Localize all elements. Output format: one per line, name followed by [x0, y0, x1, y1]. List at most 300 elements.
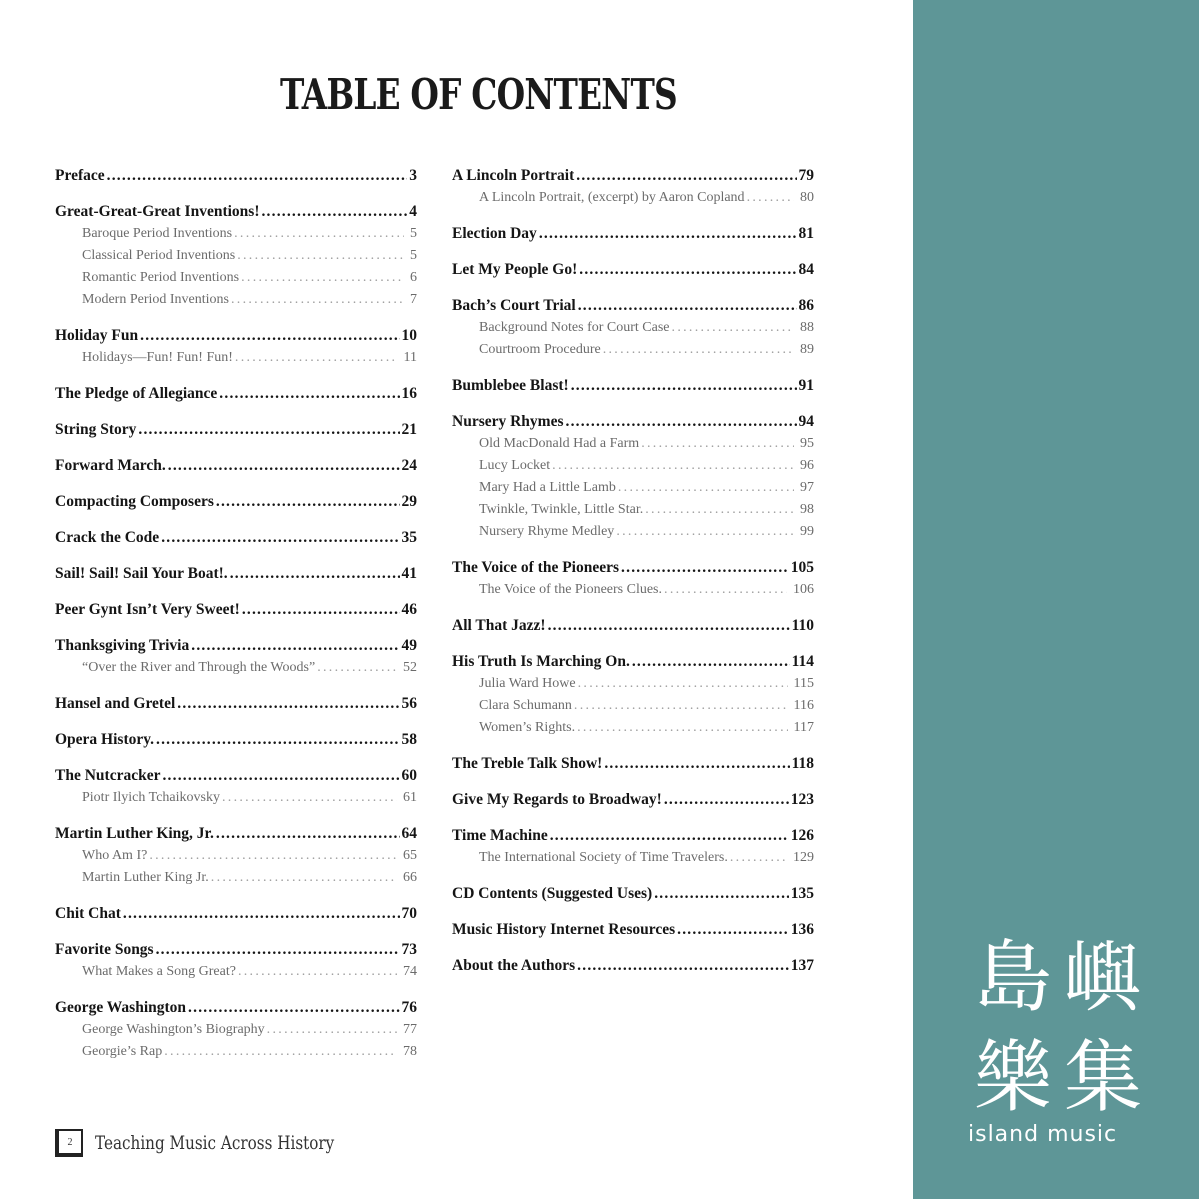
logo-char: 樂	[973, 1033, 1052, 1123]
toc-chapter-row[interactable]	[452, 919, 814, 941]
logo-characters	[968, 928, 1148, 1128]
subsection-title: Women’s Rights.	[479, 720, 576, 735]
chapter-title: The Voice of the Pioneers	[452, 559, 620, 576]
spacer	[55, 925, 417, 939]
dot-leader	[241, 267, 404, 289]
toc-subsection-row[interactable]	[452, 317, 814, 339]
toc-entry	[452, 397, 814, 543]
chapter-page-number: 136	[790, 921, 814, 938]
toc-subsection-row[interactable]	[452, 695, 814, 717]
toc-entry	[452, 209, 814, 245]
toc-entry	[452, 165, 814, 209]
dot-leader	[641, 433, 794, 455]
toc-entry	[452, 941, 814, 977]
subsection-page-number: 98	[800, 502, 814, 517]
spacer	[452, 637, 814, 651]
subsection-title: Baroque Period Inventions	[82, 226, 233, 241]
toc-chapter-row[interactable]	[452, 789, 814, 811]
logo-char: 嶼	[1063, 933, 1142, 1023]
toc-entry	[55, 187, 417, 311]
toc-chapter-row[interactable]	[452, 223, 814, 245]
chapter-page-number: 60	[401, 767, 417, 784]
page-title: TABLE OF CONTENTS	[280, 70, 677, 119]
toc-entry	[55, 513, 417, 549]
toc-subsection-row[interactable]	[452, 521, 814, 543]
dot-leader	[156, 939, 400, 961]
island-music-logo	[968, 928, 1148, 1147]
toc-chapter-row[interactable]	[452, 825, 814, 847]
toc-subsection-row[interactable]	[55, 245, 417, 267]
toc-subsection-row[interactable]	[452, 717, 814, 739]
dot-leader	[222, 787, 397, 809]
chapter-title: Nursery Rhymes	[452, 413, 564, 430]
toc-subsection-row[interactable]	[452, 455, 814, 477]
chapter-page-number: 94	[798, 413, 814, 430]
toc-chapter-row[interactable]	[55, 903, 417, 925]
toc-entry	[452, 281, 814, 361]
dot-leader	[577, 717, 787, 739]
spacer	[55, 549, 417, 563]
chapter-title: Crack the Code	[55, 529, 160, 546]
subsection-title: Modern Period Inventions	[82, 292, 229, 307]
toc-chapter-row[interactable]	[55, 419, 417, 441]
toc-entry	[452, 811, 814, 869]
spacer	[452, 361, 814, 375]
logo-char: 島	[973, 933, 1052, 1023]
toc-chapter-row[interactable]	[452, 165, 814, 187]
toc-entry	[55, 679, 417, 715]
toc-entry	[452, 637, 814, 739]
book-title: Teaching Music Across History	[95, 1132, 335, 1154]
chapter-title: Sail! Sail! Sail Your Boat!.	[55, 565, 228, 582]
toc-subsection-row[interactable]	[452, 477, 814, 499]
toc-entry	[55, 477, 417, 513]
spacer	[55, 405, 417, 419]
toc-chapter-row[interactable]	[452, 375, 814, 397]
dot-leader	[191, 635, 399, 657]
dot-leader	[216, 823, 400, 845]
dot-leader	[574, 695, 788, 717]
subsection-page-number: 6	[410, 270, 417, 285]
dot-leader	[730, 847, 787, 869]
dot-leader	[238, 961, 397, 983]
toc-chapter-row[interactable]	[452, 651, 814, 673]
subsection-page-number: 89	[800, 342, 814, 357]
toc-subsection-row[interactable]	[55, 223, 417, 245]
spacer	[452, 775, 814, 789]
dot-leader	[616, 521, 794, 543]
dot-leader	[579, 259, 796, 281]
dot-leader	[604, 753, 789, 775]
chapter-page-number: 4	[409, 203, 417, 220]
chapter-page-number: 137	[790, 957, 814, 974]
dot-leader	[747, 187, 794, 209]
spacer	[55, 369, 417, 383]
dot-leader	[140, 325, 399, 347]
subsection-title: The Voice of the Pioneers Clues.	[479, 582, 663, 597]
chapter-title: Let My People Go!	[452, 261, 578, 278]
chapter-title: Time Machine	[452, 827, 548, 844]
chapter-title: Holiday Fun	[55, 327, 139, 344]
dot-leader	[234, 223, 404, 245]
chapter-page-number: 91	[798, 377, 814, 394]
dot-leader	[161, 527, 399, 549]
spacer	[55, 513, 417, 527]
chapter-title: Hansel and Gretel	[55, 695, 176, 712]
subsection-page-number: 5	[410, 226, 417, 241]
toc-chapter-row[interactable]	[452, 259, 814, 281]
chapter-title: Preface	[55, 167, 105, 184]
spacer	[55, 441, 417, 455]
toc-chapter-row[interactable]	[55, 491, 417, 513]
toc-subsection-row[interactable]	[452, 499, 814, 521]
subsection-title: Who Am I?	[82, 848, 148, 863]
toc-entry	[55, 585, 417, 621]
toc-chapter-row[interactable]	[55, 527, 417, 549]
subsection-page-number: 77	[403, 1022, 417, 1037]
spacer	[452, 281, 814, 295]
chapter-title: Election Day	[452, 225, 537, 242]
subsection-page-number: 80	[800, 190, 814, 205]
toc-chapter-row[interactable]	[55, 383, 417, 405]
spacer	[452, 209, 814, 223]
chapter-title: CD Contents (Suggested Uses)	[452, 885, 653, 902]
spacer	[55, 311, 417, 325]
dot-leader	[149, 845, 397, 867]
dot-leader	[242, 599, 400, 621]
toc-chapter-row[interactable]	[55, 599, 417, 621]
spacer	[55, 679, 417, 693]
subsection-title: Piotr Ilyich Tchaikovsky	[82, 790, 220, 805]
toc-subsection-row[interactable]	[55, 961, 417, 983]
chapter-title: Chit Chat	[55, 905, 121, 922]
toc-subsection-row[interactable]	[452, 579, 814, 601]
chapter-page-number: 64	[401, 825, 417, 842]
subsection-title: Classical Period Inventions	[82, 248, 236, 263]
dot-leader	[267, 1019, 397, 1041]
spacer	[452, 397, 814, 411]
subsection-page-number: 97	[800, 480, 814, 495]
dot-leader	[603, 339, 794, 361]
chapter-title: Thanksgiving Trivia	[55, 637, 190, 654]
toc-chapter-row[interactable]	[55, 997, 417, 1019]
dot-leader	[618, 477, 794, 499]
chapter-page-number: 24	[401, 457, 417, 474]
toc-entry	[452, 869, 814, 905]
toc-entry	[452, 905, 814, 941]
spacer	[55, 477, 417, 491]
dot-leader	[578, 673, 788, 695]
dot-leader	[230, 563, 400, 585]
dot-leader	[164, 1041, 397, 1063]
dot-leader	[219, 383, 399, 405]
chapter-page-number: 29	[401, 493, 417, 510]
toc-subsection-row[interactable]	[55, 1019, 417, 1041]
dot-leader	[550, 825, 789, 847]
subsection-page-number: 65	[403, 848, 417, 863]
toc-chapter-row[interactable]	[55, 325, 417, 347]
toc-subsection-row[interactable]	[55, 347, 417, 369]
subsection-title: Julia Ward Howe	[479, 676, 576, 691]
subsection-title: Twinkle, Twinkle, Little Star.	[479, 502, 644, 517]
toc-entry	[55, 441, 417, 477]
subsection-page-number: 117	[793, 720, 814, 735]
chapter-page-number: 110	[791, 617, 814, 634]
dot-leader	[578, 295, 797, 317]
spacer	[55, 187, 417, 201]
dot-leader	[577, 955, 789, 977]
chapter-title: Peer Gynt Isn’t Very Sweet!	[55, 601, 240, 618]
dot-leader	[317, 657, 397, 679]
chapter-page-number: 10	[401, 327, 417, 344]
chapter-title: The Nutcracker	[55, 767, 161, 784]
dot-leader	[107, 165, 408, 187]
toc-subsection-row[interactable]	[452, 187, 814, 209]
spacer	[452, 941, 814, 955]
toc-chapter-row[interactable]	[452, 753, 814, 775]
toc-subsection-row[interactable]	[55, 657, 417, 679]
spacer	[55, 621, 417, 635]
toc-chapter-row[interactable]	[55, 563, 417, 585]
spacer	[55, 983, 417, 997]
toc-chapter-row[interactable]	[452, 411, 814, 433]
toc-entry	[55, 889, 417, 925]
dot-leader	[621, 557, 789, 579]
toc-entry	[55, 983, 417, 1063]
toc-subsection-row[interactable]	[55, 1041, 417, 1063]
chapter-page-number: 21	[401, 421, 417, 438]
toc-chapter-row[interactable]	[55, 939, 417, 961]
chapter-page-number: 49	[401, 637, 417, 654]
dot-leader	[138, 419, 399, 441]
dot-leader	[235, 347, 398, 369]
dot-leader	[237, 245, 404, 267]
spacer	[452, 245, 814, 259]
toc-entry	[452, 543, 814, 601]
subsection-page-number: 95	[800, 436, 814, 451]
chapter-page-number: 3	[409, 167, 417, 184]
subsection-title: Background Notes for Court Case	[479, 320, 670, 335]
toc-chapter-row[interactable]	[55, 455, 417, 477]
chapter-page-number: 81	[798, 225, 814, 242]
subsection-title: A Lincoln Portrait, (excerpt) by Aaron Copland	[479, 190, 745, 205]
spacer	[452, 811, 814, 825]
toc-chapter-row[interactable]	[452, 615, 814, 637]
toc-chapter-row[interactable]	[55, 765, 417, 787]
dot-leader	[664, 579, 787, 601]
subsection-title: Nursery Rhyme Medley	[479, 524, 615, 539]
toc-entry	[55, 715, 417, 751]
chapter-title: His Truth Is Marching On.	[452, 653, 630, 670]
chapter-title: Music History Internet Resources	[452, 921, 676, 938]
dot-leader	[548, 615, 790, 637]
spacer	[452, 601, 814, 615]
dot-leader	[211, 867, 397, 889]
chapter-title: String Story	[55, 421, 137, 438]
dot-leader	[188, 997, 399, 1019]
chapter-title: George Washington	[55, 999, 187, 1016]
subsection-title: Georgie’s Rap	[82, 1044, 163, 1059]
subsection-title: Mary Had a Little Lamb	[479, 480, 616, 495]
chapter-title: A Lincoln Portrait	[452, 167, 575, 184]
chapter-page-number: 46	[401, 601, 417, 618]
subsection-page-number: 96	[800, 458, 814, 473]
subsection-page-number: 5	[410, 248, 417, 263]
page-number: 2	[67, 1136, 73, 1148]
toc-chapter-row[interactable]	[55, 823, 417, 845]
dot-leader	[552, 455, 794, 477]
chapter-page-number: 126	[790, 827, 814, 844]
dot-leader	[177, 693, 399, 715]
chapter-page-number: 105	[790, 559, 814, 576]
toc-entry	[452, 739, 814, 775]
chapter-page-number: 58	[401, 731, 417, 748]
subsection-title: What Makes a Song Great?	[82, 964, 236, 979]
toc-entry	[55, 809, 417, 889]
toc-subsection-row[interactable]	[452, 673, 814, 695]
dot-leader	[539, 223, 797, 245]
page-footer	[55, 1127, 394, 1159]
subsection-page-number: 7	[410, 292, 417, 307]
toc-subsection-row[interactable]	[55, 289, 417, 311]
chapter-page-number: 114	[791, 653, 814, 670]
dot-leader	[571, 375, 797, 397]
dot-leader	[162, 765, 399, 787]
subsection-title: Lucy Locket	[479, 458, 551, 473]
toc-entry	[55, 925, 417, 983]
chapter-page-number: 123	[790, 791, 814, 808]
subsection-title: Courtroom Procedure	[479, 342, 601, 357]
dot-leader	[231, 289, 404, 311]
dot-leader	[566, 411, 797, 433]
subsection-title: Holidays—Fun! Fun! Fun!	[82, 350, 233, 365]
chapter-title: The Pledge of Allegiance	[55, 385, 218, 402]
chapter-title: Bach’s Court Trial	[452, 297, 576, 314]
spacer	[55, 585, 417, 599]
subsection-page-number: 66	[403, 870, 417, 885]
chapter-title: Favorite Songs	[55, 941, 154, 958]
spacer	[452, 739, 814, 753]
toc-subsection-row[interactable]	[55, 845, 417, 867]
dot-leader	[654, 883, 789, 905]
subsection-title: Romantic Period Inventions	[82, 270, 240, 285]
subsection-page-number: 115	[793, 676, 814, 691]
chapter-page-number: 118	[791, 755, 814, 772]
toc-chapter-row[interactable]	[55, 729, 417, 751]
chapter-page-number: 56	[401, 695, 417, 712]
toc-subsection-row[interactable]	[55, 267, 417, 289]
dot-leader	[677, 919, 789, 941]
subsection-page-number: 52	[403, 660, 417, 675]
toc-column-right	[452, 165, 814, 977]
toc-chapter-row[interactable]	[452, 883, 814, 905]
toc-entry	[452, 601, 814, 637]
dot-leader	[156, 729, 399, 751]
dot-leader	[216, 491, 400, 513]
subsection-page-number: 129	[793, 850, 814, 865]
toc-subsection-row[interactable]	[55, 787, 417, 809]
subsection-page-number: 11	[403, 350, 417, 365]
subsection-title: Clara Schumann	[479, 698, 572, 713]
dot-leader	[261, 201, 407, 223]
logo-wordmark: island music	[968, 1122, 1118, 1147]
subsection-title: George Washington’s Biography	[82, 1022, 265, 1037]
subsection-title: The International Society of Time Travelers.	[479, 850, 728, 865]
subsection-page-number: 61	[403, 790, 417, 805]
chapter-page-number: 41	[401, 565, 417, 582]
chapter-page-number: 84	[798, 261, 814, 278]
toc-subsection-row[interactable]	[452, 433, 814, 455]
chapter-title: Opera History.	[55, 731, 155, 748]
chapter-title: Forward March.	[55, 457, 166, 474]
page-number-badge	[55, 1129, 83, 1157]
toc-chapter-row[interactable]	[55, 635, 417, 657]
logo-char: 集	[1063, 1033, 1142, 1123]
subsection-page-number: 88	[800, 320, 814, 335]
subsection-page-number: 106	[793, 582, 814, 597]
chapter-page-number: 135	[790, 885, 814, 902]
toc-entry	[55, 311, 417, 369]
subsection-page-number: 99	[800, 524, 814, 539]
spacer	[452, 543, 814, 557]
chapter-title: All That Jazz!	[452, 617, 546, 634]
dot-leader	[168, 455, 400, 477]
chapter-title: The Treble Talk Show!	[452, 755, 603, 772]
dot-leader	[672, 317, 794, 339]
toc-chapter-row[interactable]	[452, 295, 814, 317]
chapter-title: Martin Luther King, Jr.	[55, 825, 214, 842]
dot-leader	[632, 651, 790, 673]
spacer	[452, 869, 814, 883]
spacer	[55, 715, 417, 729]
spacer	[55, 751, 417, 765]
spacer	[55, 809, 417, 823]
chapter-title: About the Authors	[452, 957, 576, 974]
toc-entry	[55, 621, 417, 679]
chapter-page-number: 70	[401, 905, 417, 922]
dot-leader	[664, 789, 789, 811]
subsection-title: Martin Luther King Jr.	[82, 870, 209, 885]
chapter-title: Bumblebee Blast!	[452, 377, 569, 394]
toc-subsection-row[interactable]	[452, 847, 814, 869]
spacer	[452, 905, 814, 919]
chapter-page-number: 76	[401, 999, 417, 1016]
toc-chapter-row[interactable]	[55, 201, 417, 223]
toc-entry	[452, 245, 814, 281]
subsection-title: “Over the River and Through the Woods”	[82, 660, 316, 675]
toc-entry	[55, 369, 417, 405]
chapter-page-number: 16	[401, 385, 417, 402]
dot-leader	[645, 499, 794, 521]
toc-chapter-row[interactable]	[452, 557, 814, 579]
subsection-page-number: 74	[403, 964, 417, 979]
dot-leader	[576, 165, 796, 187]
dot-leader	[123, 903, 400, 925]
chapter-page-number: 86	[798, 297, 814, 314]
toc-entry	[55, 549, 417, 585]
subsection-title: Old MacDonald Had a Farm	[479, 436, 640, 451]
toc-chapter-row[interactable]	[55, 693, 417, 715]
chapter-page-number: 79	[798, 167, 814, 184]
subsection-page-number: 116	[793, 698, 814, 713]
toc-entry	[452, 775, 814, 811]
toc-column-left	[55, 165, 417, 1063]
toc-chapter-row[interactable]	[55, 165, 417, 187]
toc-subsection-row[interactable]	[55, 867, 417, 889]
toc-chapter-row[interactable]	[452, 955, 814, 977]
chapter-title: Compacting Composers	[55, 493, 214, 510]
toc-subsection-row[interactable]	[452, 339, 814, 361]
